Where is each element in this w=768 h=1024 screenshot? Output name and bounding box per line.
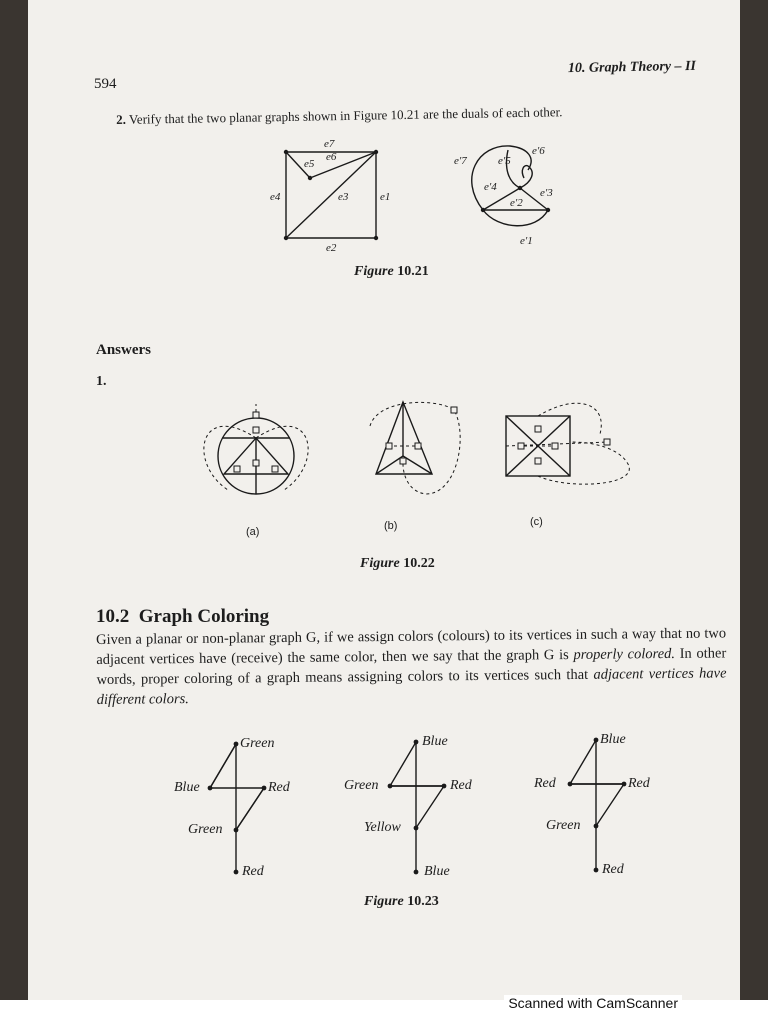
- vertex: [594, 824, 599, 829]
- g1-bottom-label: Green: [188, 822, 223, 837]
- vertex: [622, 782, 627, 787]
- vertex: [374, 150, 378, 154]
- figure-10-22-label-b: (b): [384, 520, 398, 532]
- caption-number: 10.21: [397, 264, 429, 279]
- label-e3: e3: [338, 191, 349, 203]
- book-page: [28, 0, 740, 1000]
- g3-top-label: Blue: [600, 732, 626, 747]
- caption-figure-10-21: [354, 264, 429, 280]
- exercise-number: 2.: [116, 111, 127, 127]
- vertex: [414, 870, 419, 875]
- caption-number: 10.22: [403, 556, 435, 571]
- vertex: [234, 742, 239, 747]
- dual-vertex: [400, 458, 406, 464]
- dual-vertex: [415, 443, 421, 449]
- answers-item-number: 1.: [96, 374, 107, 389]
- label-e4-prime: e′4: [484, 181, 497, 193]
- vertex: [414, 740, 419, 745]
- label-e5-prime: e′5: [498, 155, 511, 167]
- label-e7-prime: e′7: [454, 155, 467, 167]
- figure-10-22-label-a: (a): [246, 526, 260, 538]
- figure-10-22-b: [370, 402, 460, 494]
- g2-bottom-label: Yellow: [364, 820, 401, 835]
- vertex: [442, 784, 447, 789]
- running-head: 10. Graph Theory – II: [567, 58, 697, 77]
- vertex: [284, 150, 288, 154]
- vertex: [308, 176, 312, 180]
- label-e2: e2: [326, 242, 337, 254]
- scanner-watermark: Scanned with CamScanner: [504, 995, 682, 1011]
- vertex: [414, 826, 419, 831]
- kite: [390, 742, 444, 828]
- section-paragraph: [96, 623, 727, 710]
- g2-top-label: Blue: [422, 734, 448, 749]
- exercise-2: [116, 104, 563, 128]
- paragraph-emphasis-2: adjacent vertices have different colors.: [96, 665, 727, 708]
- dual-vertex: [234, 466, 240, 472]
- vertex: [388, 784, 393, 789]
- dual-vertex: [535, 458, 541, 464]
- page-number: 594: [94, 76, 117, 92]
- vertex: [284, 236, 288, 240]
- kite: [570, 740, 624, 826]
- label-e3-prime: e′3: [540, 187, 553, 199]
- g3-right-label: Red: [628, 776, 650, 791]
- label-e1-prime: e′1: [520, 235, 533, 247]
- vertex: [374, 236, 378, 240]
- caption-word: Figure: [354, 264, 394, 279]
- kite: [210, 744, 264, 830]
- edge: [236, 788, 264, 830]
- section-heading: [96, 606, 269, 628]
- g3-left-label: Red: [534, 776, 556, 791]
- vertex: [234, 828, 239, 833]
- paragraph-text-1: Given a planar or non-planar graph G, if we assign colors (colours) to its vertices in such a way that no two adjacent vertices have (receive) the same color, then we say that the graph G is: [96, 625, 727, 668]
- dual-vertex: [451, 407, 457, 413]
- caption-figure-10-22: [360, 556, 435, 572]
- dual-vertex: [518, 443, 524, 449]
- vertex: [518, 186, 522, 190]
- g3-tail-label: Red: [602, 862, 624, 877]
- figure-10-22-label-c: (c): [530, 516, 543, 528]
- dual-vertex: [253, 460, 259, 466]
- vertex: [208, 786, 213, 791]
- dual-vertex: [552, 443, 558, 449]
- dual-vertex: [535, 426, 541, 432]
- edge-e1-prime: [483, 210, 548, 226]
- g1-right-label: Red: [268, 780, 290, 795]
- g2-right-label: Red: [450, 778, 472, 793]
- caption-word: Figure: [360, 556, 400, 571]
- section-title: Graph Coloring: [138, 606, 270, 627]
- coloring-graph-1: [208, 742, 267, 875]
- label-e6: e6: [326, 151, 337, 163]
- vertex: [234, 870, 239, 875]
- g3-bottom-label: Green: [546, 818, 581, 833]
- vertex: [262, 786, 267, 791]
- coloring-graph-3: [568, 738, 627, 873]
- dual-vertex: [253, 412, 259, 418]
- caption-word: Figure: [364, 894, 404, 909]
- dual-vertex: [604, 439, 610, 445]
- g1-left-label: Blue: [174, 780, 200, 795]
- caption-figure-10-23: [364, 894, 439, 910]
- edge-e6-prime: [520, 166, 532, 188]
- figure-10-22-a: [204, 404, 308, 494]
- figure-10-21-left-graph: [270, 138, 390, 254]
- vertex: [481, 208, 485, 212]
- label-e2-prime: e′2: [510, 197, 523, 209]
- vertex: [594, 738, 599, 743]
- exercise-text: Verify that the two planar graphs shown in Figure 10.21 are the duals of each other.: [128, 104, 563, 127]
- label-e1: e1: [380, 191, 391, 203]
- paragraph-text-2: In other words, proper coloring of a graph means assigning colors to its vertices such that: [96, 645, 727, 688]
- vertex: [546, 208, 550, 212]
- dual-vertex: [253, 427, 259, 433]
- g1-tail-label: Red: [242, 864, 264, 879]
- vertex: [568, 782, 573, 787]
- label-e4: e4: [270, 191, 281, 203]
- figure-10-22-c: [506, 403, 629, 484]
- g2-left-label: Green: [344, 778, 379, 793]
- edge-e3: [286, 152, 376, 238]
- label-e5: e5: [304, 158, 315, 170]
- figure-10-22: [188, 394, 638, 509]
- section-number: 10.2: [96, 606, 130, 627]
- answers-heading: Answers: [96, 342, 151, 358]
- edge: [210, 744, 236, 788]
- figure-10-21-right-graph: [454, 145, 553, 247]
- figure-10-21: [258, 138, 578, 258]
- dual-vertex: [272, 466, 278, 472]
- coloring-graph-2: [388, 740, 447, 875]
- caption-number: 10.23: [407, 894, 439, 909]
- edge-e6: [310, 152, 376, 178]
- g1-top-label: Green: [240, 736, 275, 751]
- paragraph-emphasis-1: properly colored.: [573, 645, 676, 664]
- label-e7: e7: [324, 138, 335, 150]
- label-e6-prime: e′6: [532, 145, 545, 157]
- g2-tail-label: Blue: [424, 864, 450, 879]
- dual-vertex: [386, 443, 392, 449]
- vertex: [594, 868, 599, 873]
